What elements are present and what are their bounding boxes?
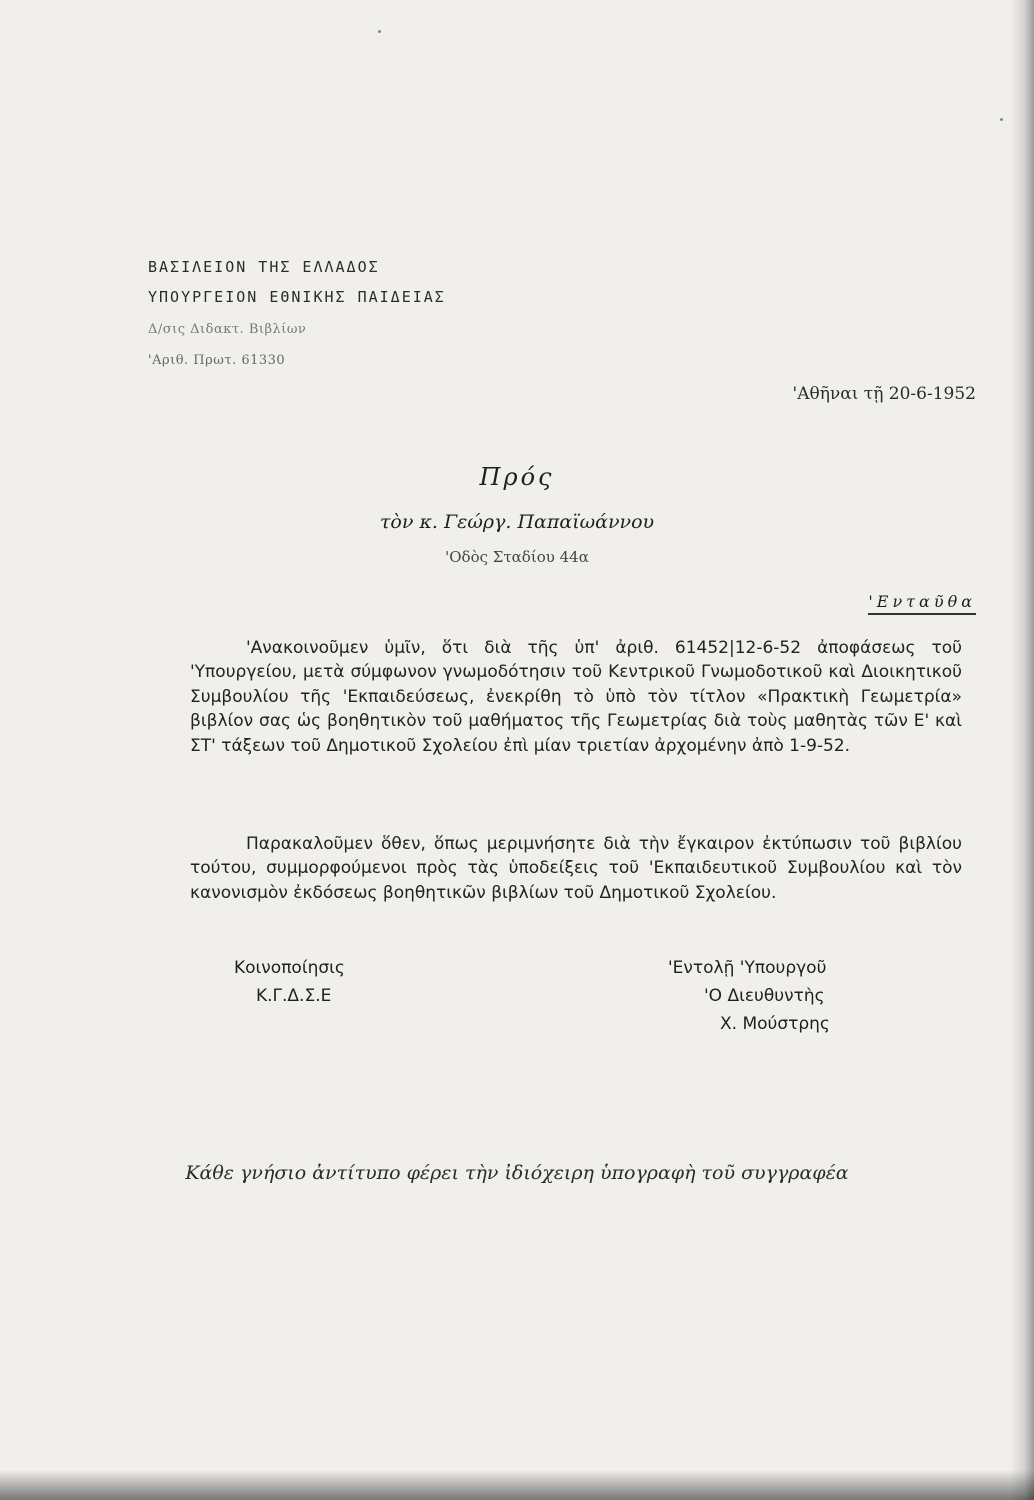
body-paragraph-1: 'Ανακοινοῦμεν ὑμῖν, ὅτι διὰ τῆς ὑπ' ἀριθ. 61452|12-6-52 ἀποφάσεως τοῦ 'Υπουργείου, μετὰ σύμφωνον γνωμοδότησιν τοῦ Κεντρικοῦ Γνωμοδοτικοῦ καὶ Διοικητικοῦ Συμβουλίου τῆς 'Εκπαιδεύσεως, ἐνεκρίθη τὸ ὑπὸ τὸν τίτλον «Πρακτικὴ Γεωμετρία» βιβλίον σας ὡς βοηθητικὸν τοῦ μαθήματος τῆς Γεωμετρίας διὰ τοὺς μαθητὰς τῶν Ε' καὶ ΣΤ' τάξεων τοῦ Δημοτικοῦ Σχολείου ἐπὶ μίαν τριετίαν ἀρχομένην ἀπὸ 1-9-52. bbox=[190, 638, 962, 756]
letterhead-protocol-number: 'Αριθ. Πρωτ. 61330 bbox=[148, 353, 286, 368]
salutation-pros: Πρός bbox=[479, 463, 555, 491]
recipient-location: 'Ενταῦθα bbox=[868, 592, 976, 615]
signature-name: Χ. Μούστρης bbox=[720, 1014, 830, 1034]
distribution-label: Κοινοποίησις bbox=[234, 958, 345, 978]
scan-speck bbox=[1000, 118, 1003, 121]
distribution-value: Κ.Γ.Δ.Σ.Ε bbox=[256, 986, 332, 1006]
letterhead-kingdom: ΒΑΣΙΛΕΙΟΝ ΤΗΣ ΕΛΛΑΔΟΣ bbox=[148, 258, 380, 276]
signature-authority: 'Εντολῇ 'Υπουργοῦ bbox=[668, 958, 827, 978]
letter-date: 'Αθῆναι τῇ 20-6-1952 bbox=[792, 384, 976, 404]
signature-title: 'Ο Διευθυντὴς bbox=[704, 986, 825, 1006]
recipient-address: 'Οδὸς Σταδίου 44α bbox=[445, 548, 589, 566]
letterhead-department: Δ/σις Διδακτ. Βιβλίων bbox=[148, 322, 307, 337]
body-paragraph-2: Παρακαλοῦμεν ὅθεν, ὅπως μεριμνήσητε διὰ τὴν ἔγκαιρον ἐκτύπωσιν τοῦ βιβλίου τούτου, συμμορφούμενοι πρὸς τὰς ὑποδείξεις τοῦ 'Εκπαιδευτικοῦ Συμβουλίου καὶ τὸν κανονισμὸν ἐκδόσεως βοηθητικῶν βιβλίων τοῦ Δημοτικοῦ Σχολείου. bbox=[190, 834, 962, 903]
recipient-name: τὸν κ. Γεώργ. Παπαϊωάννου bbox=[379, 511, 655, 533]
scan-edge-right bbox=[1010, 0, 1034, 1500]
scan-speck bbox=[378, 30, 381, 33]
authenticity-note: Κάθε γνήσιο ἀντίτυπο φέρει τὴν ἰδιόχειρη ὑπογραφὴ τοῦ συγγραφέα bbox=[185, 1162, 849, 1184]
letterhead-ministry: ΥΠΟΥΡΓΕΙΟΝ ΕΘΝΙΚΗΣ ΠΑΙΔΕΙΑΣ bbox=[148, 288, 446, 306]
scan-edge-bottom bbox=[0, 1470, 1034, 1500]
